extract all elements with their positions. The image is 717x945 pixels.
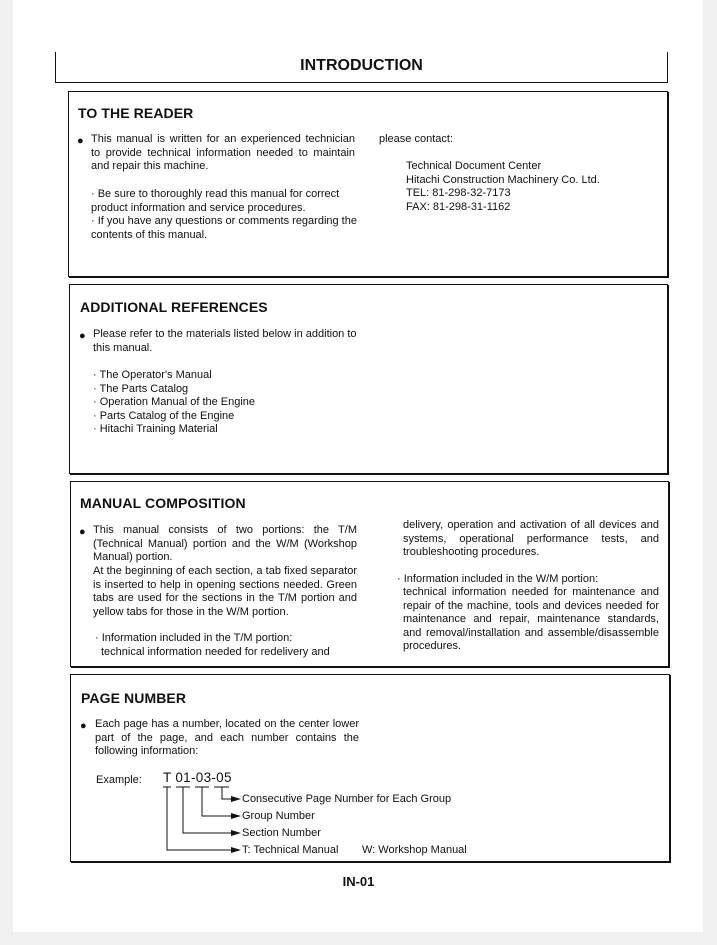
list-item: · The Parts Catalog <box>93 382 189 395</box>
section-title: PAGE NUMBER <box>81 690 187 706</box>
additional-references-section <box>69 284 668 474</box>
bullet-icon: ● <box>77 135 84 147</box>
contact-line: Hitachi Construction Machinery Co. Ltd. <box>406 173 600 186</box>
page-header <box>55 52 668 83</box>
list-item: · Operation Manual of the Engine <box>93 396 256 408</box>
page-number-section <box>70 674 670 862</box>
legend-consecutive-page: Consecutive Page Number for Each Group <box>242 793 452 805</box>
to-the-reader-section <box>68 91 668 277</box>
example-label: Example: <box>96 774 142 786</box>
section-title: MANUAL COMPOSITION <box>80 495 246 511</box>
bullet-icon: ● <box>80 720 87 732</box>
tm-text-continued: delivery, operation and activation of all devices and systems, operational performance tests, and troubleshooting procedures. <box>403 519 659 558</box>
list-item: · Parts Catalog of the Engine <box>93 409 235 422</box>
bullet-icon: ● <box>79 526 86 538</box>
list-item: · The Operator's Manual <box>93 369 212 381</box>
wm-text: technical information needed for maintenance and repair of the machine, tools and devices needed for maintenance and repair, maintenance standards, and removal/installation and assemble/disassemble procedures. <box>403 586 659 652</box>
legend-technical-manual: T: Technical Manual <box>242 844 339 856</box>
tm-label: · Information included in the T/M portion: <box>95 632 293 644</box>
reader-note: · Be sure to thoroughly read this manual for correct product information and service procedures. <box>91 188 340 214</box>
composition-para: This manual consists of two portions: the T/M (Technical Manual) portion and the W/M (Workshop Manual) portion. <box>93 524 357 563</box>
tm-text: technical information needed for redelivery and <box>101 646 330 658</box>
page-title: INTRODUCTION <box>300 57 423 74</box>
reader-intro: This manual is written for an experienced technician to provide technical information needed to maintain and repair this machine. <box>91 133 355 172</box>
contact-line: TEL: 81-298-32-7173 <box>406 187 511 200</box>
page-number-intro: Each page has a number, located on the center lower part of the page, and each number contains the following information: <box>95 718 359 757</box>
contact-block <box>406 160 600 214</box>
contact-line: Technical Document Center <box>406 160 542 172</box>
bullet-icon: ● <box>79 330 86 342</box>
legend-workshop-manual: W: Workshop Manual <box>362 844 467 856</box>
legend-section-number: Section Number <box>242 827 321 839</box>
references-list <box>93 369 255 437</box>
section-title: ADDITIONAL REFERENCES <box>80 299 268 315</box>
composition-para: At the beginning of each section, a tab fixed separator is inserted to help in opening sections needed. Green tabs are used for the sections in the T/M portion and yellow tabs for those in the W/M portion. <box>93 565 357 618</box>
list-item: · Hitachi Training Material <box>93 423 218 435</box>
section-title: TO THE READER <box>78 105 194 121</box>
page-number-diagram <box>71 675 669 861</box>
contact-lead: please contact: <box>379 133 453 145</box>
page-id: IN-01 <box>342 874 375 889</box>
contact-line: FAX: 81-298-31-1162 <box>406 200 511 213</box>
wm-label: · Information included in the W/M portion: <box>397 573 599 585</box>
example-value: T 01-03-05 <box>163 770 232 785</box>
manual-composition-section <box>70 481 669 667</box>
legend-group-number: Group Number <box>242 810 315 822</box>
references-intro: Please refer to the materials listed below in addition to this manual. <box>93 328 357 354</box>
reader-note: · If you have any questions or comments regarding the contents of this manual. <box>91 215 357 241</box>
